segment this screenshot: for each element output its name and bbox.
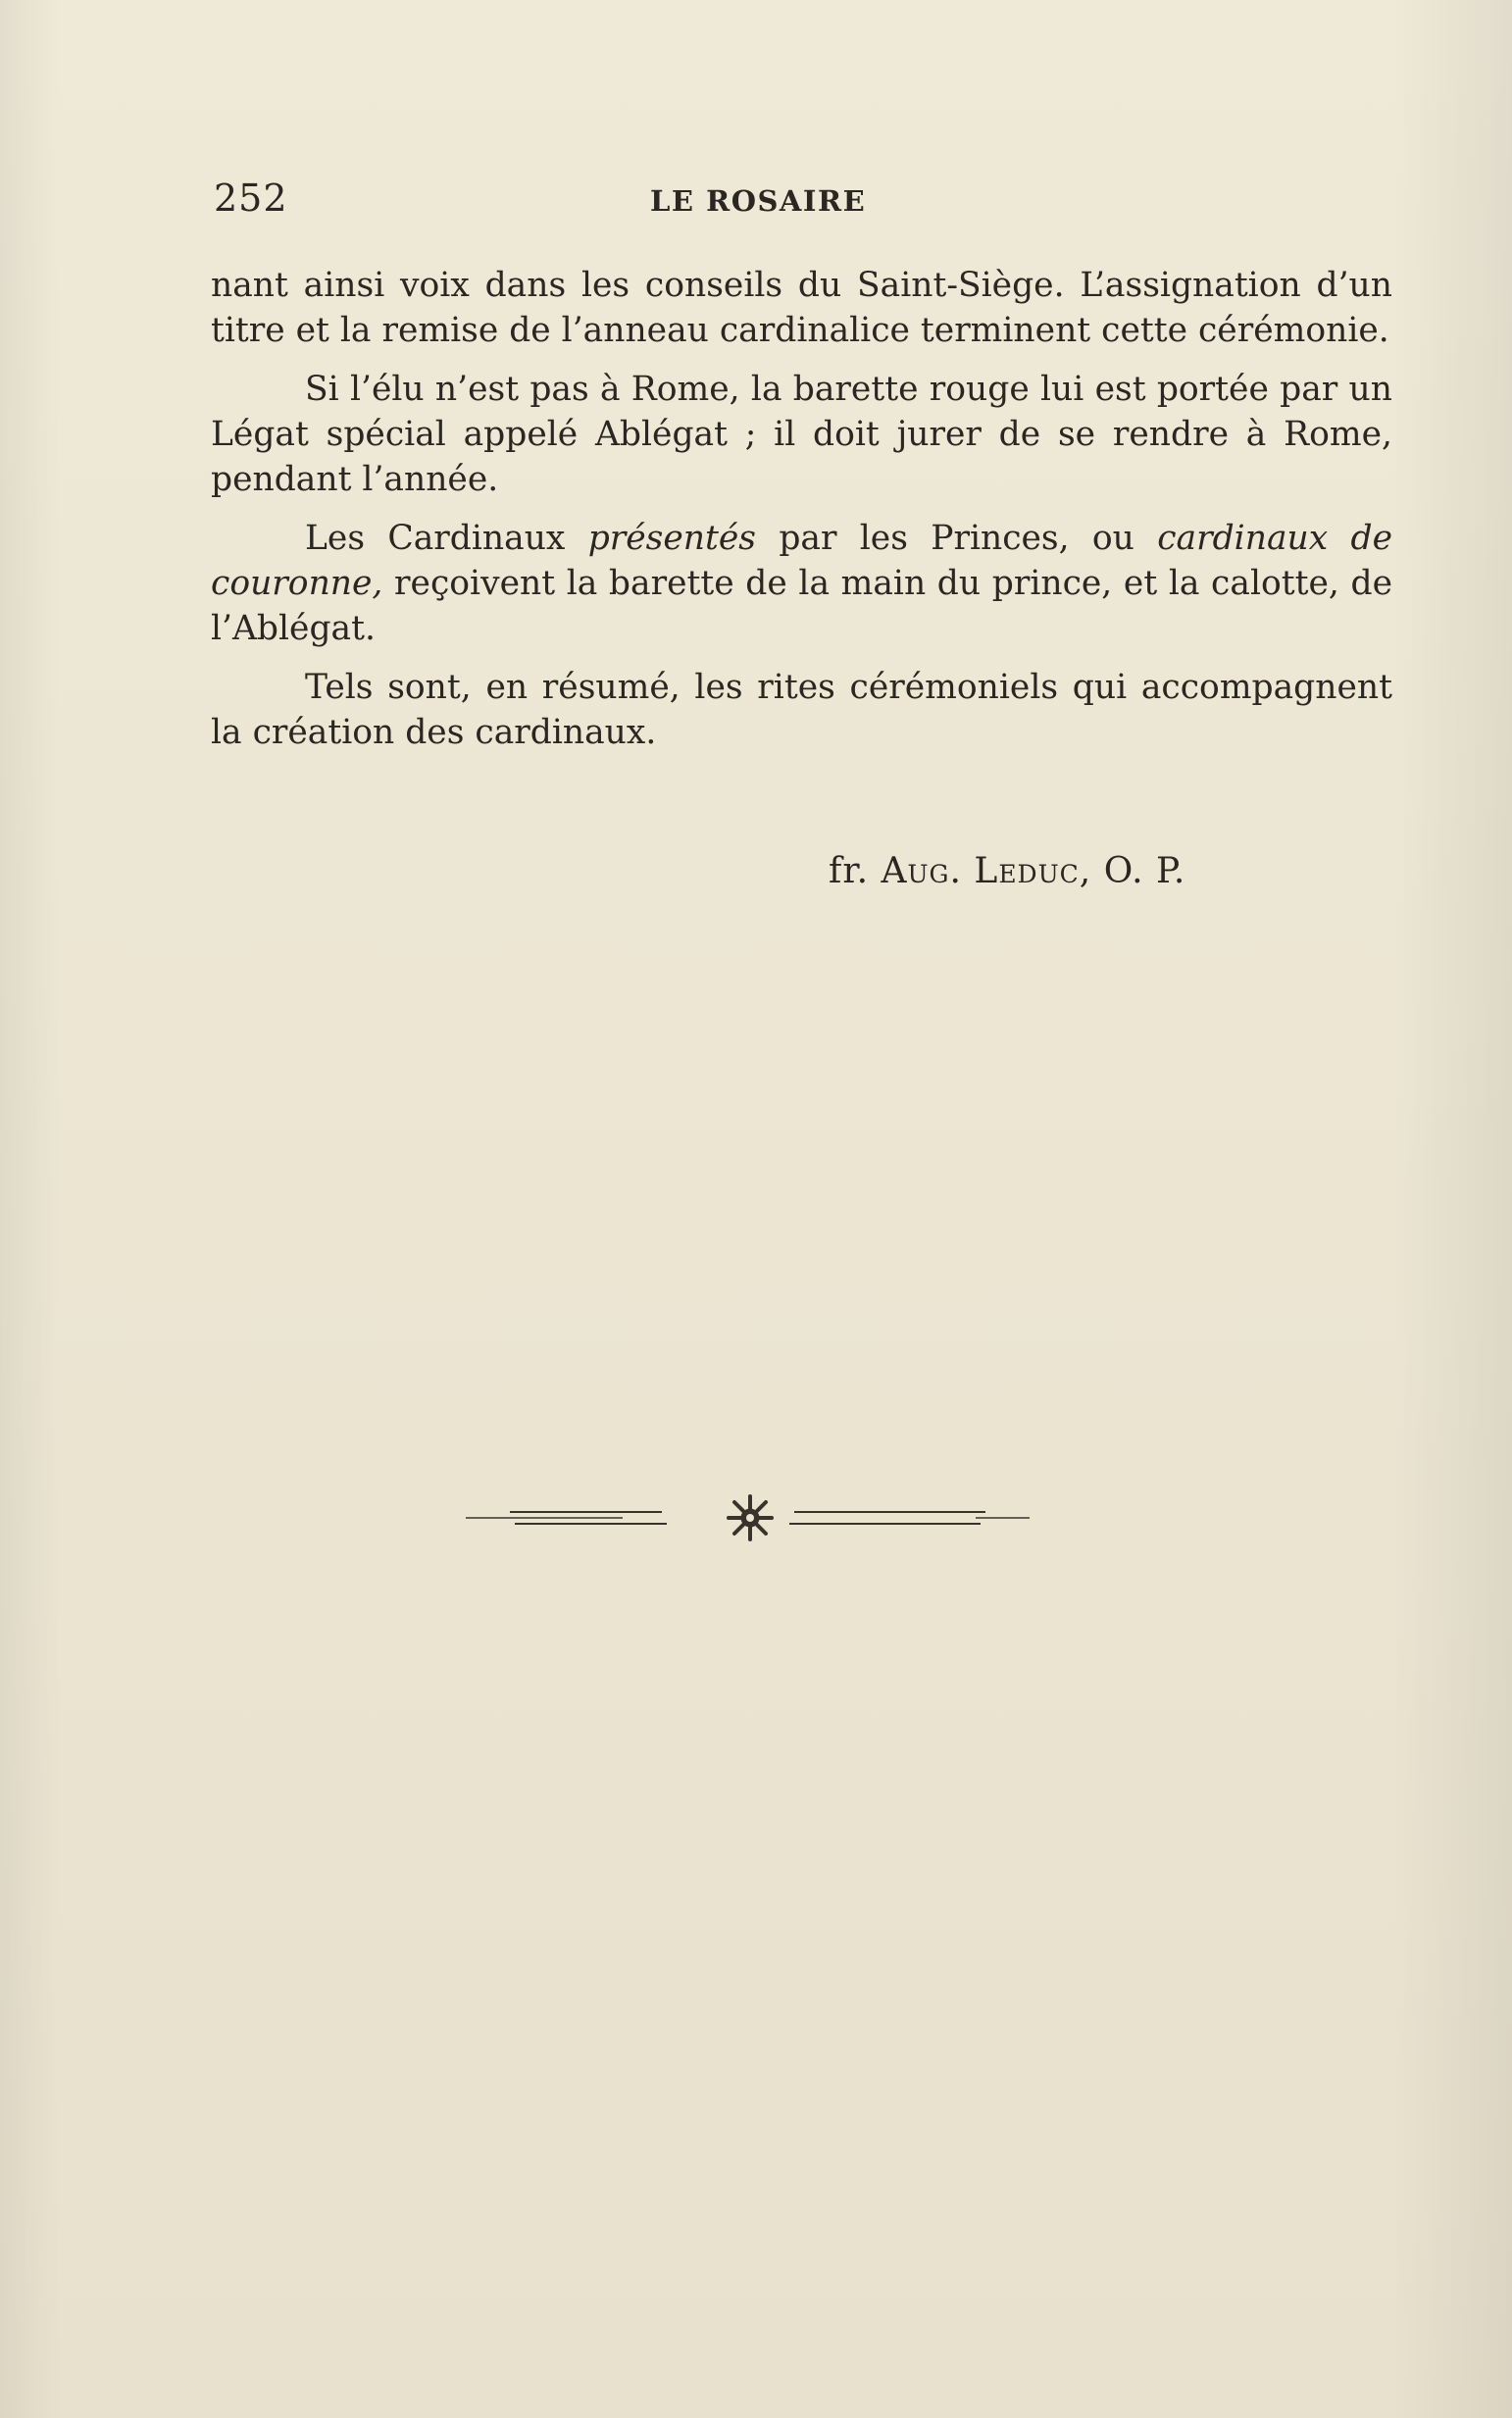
signature-suffix: O. P. bbox=[1091, 851, 1186, 891]
paragraph-4: Tels sont, en résumé, les rites cérémoniels qui accompagnent la création des cardinaux. bbox=[211, 668, 1392, 752]
paragraph-3-text-a: Les Cardinaux bbox=[305, 519, 588, 558]
paragraph-3 bbox=[211, 516, 1392, 651]
paragraph-3-italic-cardinaux: cardinaux de couronne, bbox=[211, 519, 1392, 603]
page-number: 252 bbox=[214, 176, 288, 220]
author-signature bbox=[829, 851, 1185, 891]
asterisk-ornament-icon bbox=[466, 1490, 1034, 1549]
signature-first-name: Aug. bbox=[881, 851, 962, 891]
body-text bbox=[211, 263, 1392, 769]
paragraph-1: nant ainsi voix dans les conseils du Saint-Siège. L’assignation d’un titre et la remise de l’anneau cardinalice terminent cette cérémonie. bbox=[211, 266, 1392, 350]
signature-prefix: fr. bbox=[829, 851, 882, 891]
running-title: LE ROSAIRE bbox=[650, 184, 867, 218]
paragraph-3-text-c: reçoivent la barette de la main du prince, et la calotte, de l’Ablégat. bbox=[211, 564, 1392, 648]
paragraph-3-italic-presentes: présentés bbox=[587, 519, 757, 558]
paragraph-2: Si l’élu n’est pas à Rome, la barette rouge lui est portée par un Légat spécial appelé Ablégat ; il doit jurer de se rendre à Rome, pendant l’année. bbox=[211, 370, 1392, 499]
signature-last-name: Leduc, bbox=[974, 851, 1092, 891]
paragraph-3-text-b: par les Princes, ou bbox=[756, 519, 1158, 558]
page-header bbox=[214, 176, 1390, 235]
